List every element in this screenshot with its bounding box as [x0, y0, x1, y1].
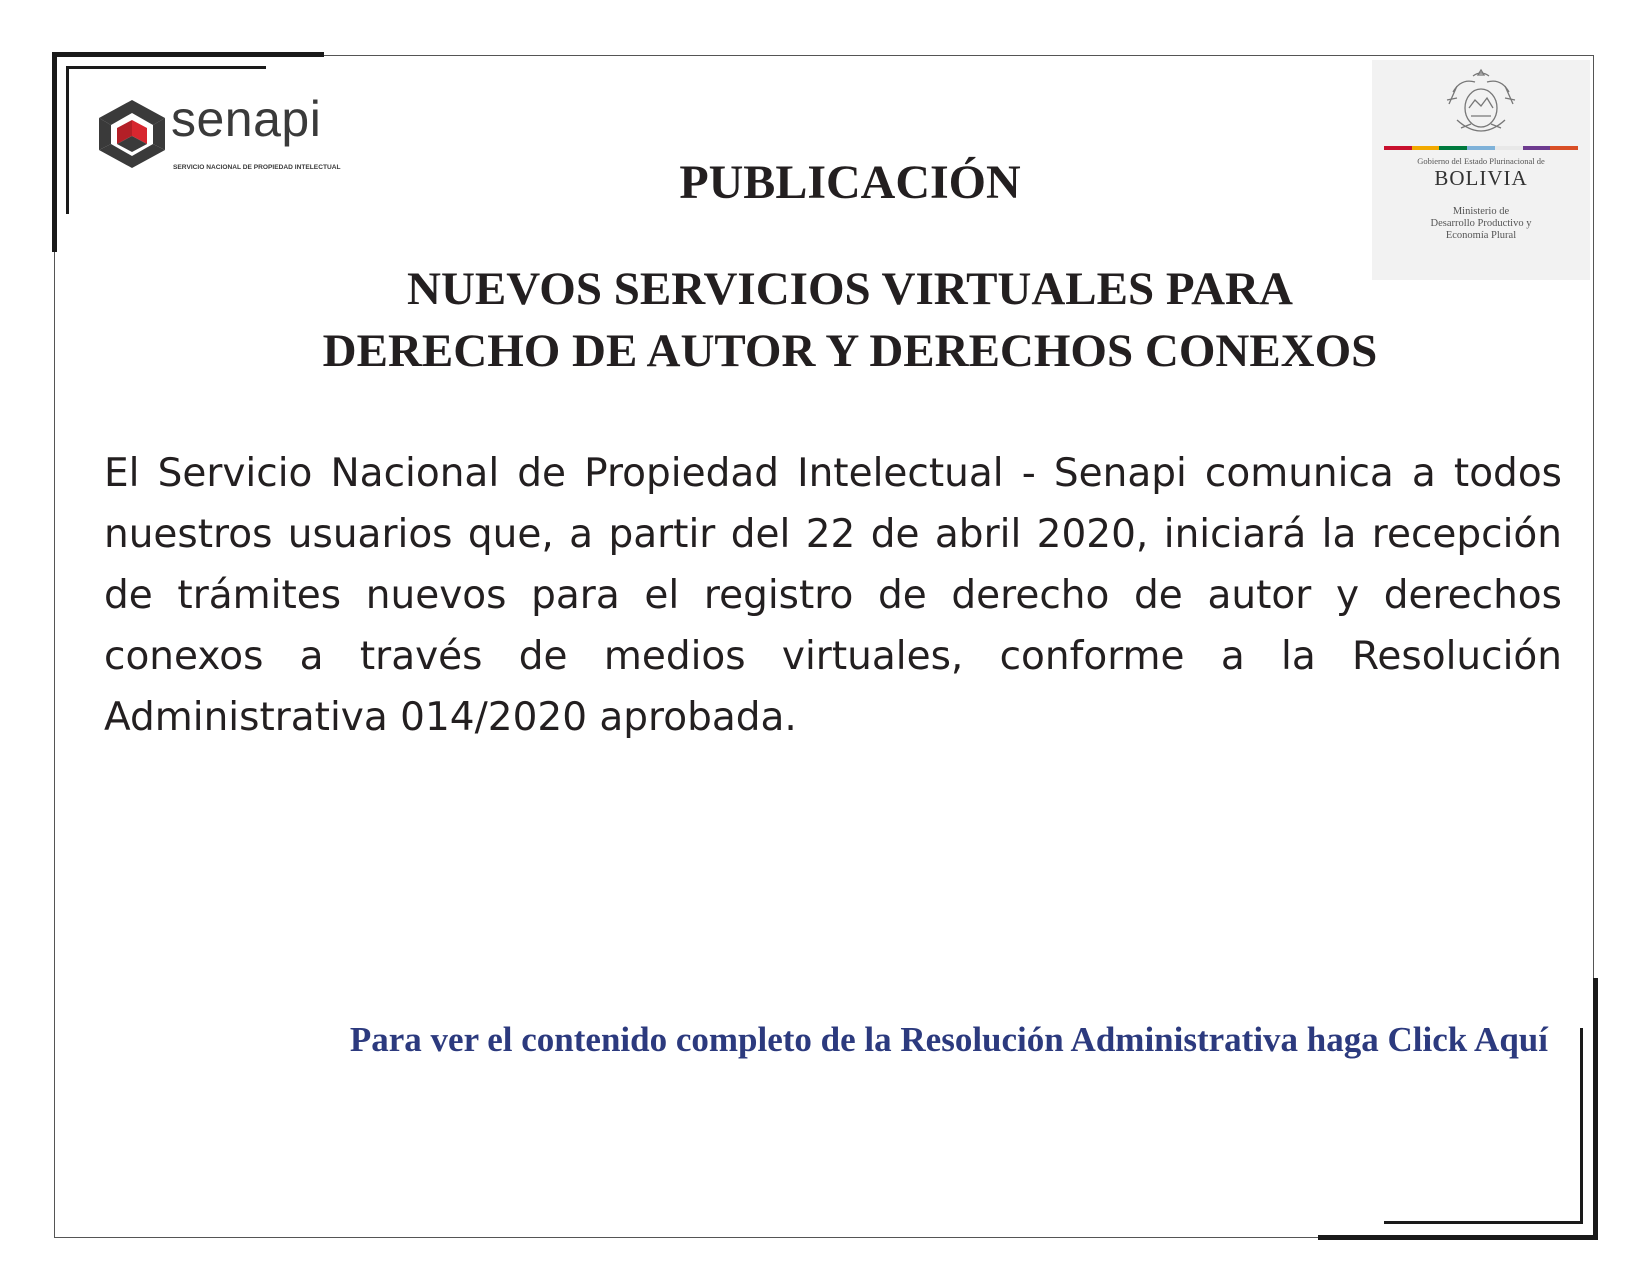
corner-bottom-right-h-outer — [1318, 1235, 1598, 1240]
corner-bottom-right-v-outer — [1593, 978, 1598, 1240]
announcement-body: El Servicio Nacional de Propiedad Intelectual - Senapi comunica a todos nuestros usuarios que, a partir del 22 de abril 2020, iniciará la recepción de trámites nuevos para el registro de derecho de autor y derechos conexos a través de medios virtuales, conforme a la Resolución Administrativa 014/2020 aprobada. — [104, 451, 1562, 740]
gov-ministry-line: Ministerio de — [1452, 206, 1510, 217]
senapi-brand-name: senapi — [171, 91, 322, 147]
corner-top-left-v-outer — [52, 52, 57, 252]
page-subtitle — [200, 258, 1500, 382]
resolution-link[interactable]: Para ver el contenido completo de la Resolución Administrativa haga Click Aquí — [349, 1020, 1548, 1059]
gov-ministry-line: Economía Plural — [1445, 230, 1517, 241]
corner-bottom-right-v-inner — [1580, 1028, 1583, 1224]
gov-ministry-line: Desarrollo Productivo y — [1430, 218, 1532, 229]
corner-bottom-right-h-inner — [1384, 1221, 1583, 1224]
gov-country: BOLIVIA — [1434, 166, 1528, 190]
senapi-brand-subtitle: SERVICIO NACIONAL DE PROPIEDAD INTELECTUAL — [173, 164, 341, 171]
gov-ministry — [1372, 206, 1590, 242]
corner-top-left-h-inner — [66, 66, 266, 69]
subtitle-line: DERECHO DE AUTOR Y DERECHOS CONEXOS — [322, 325, 1378, 377]
gov-heading: Gobierno del Estado Plurinacional de — [1417, 156, 1545, 166]
subtitle-line: NUEVOS SERVICIOS VIRTUALES PARA — [407, 263, 1293, 315]
corner-top-left-h-outer — [54, 52, 324, 57]
flag-stripe — [1384, 146, 1578, 150]
page-title: PUBLICACIÓN — [679, 156, 1021, 209]
bolivia-coat-of-arms-icon — [1441, 64, 1521, 144]
